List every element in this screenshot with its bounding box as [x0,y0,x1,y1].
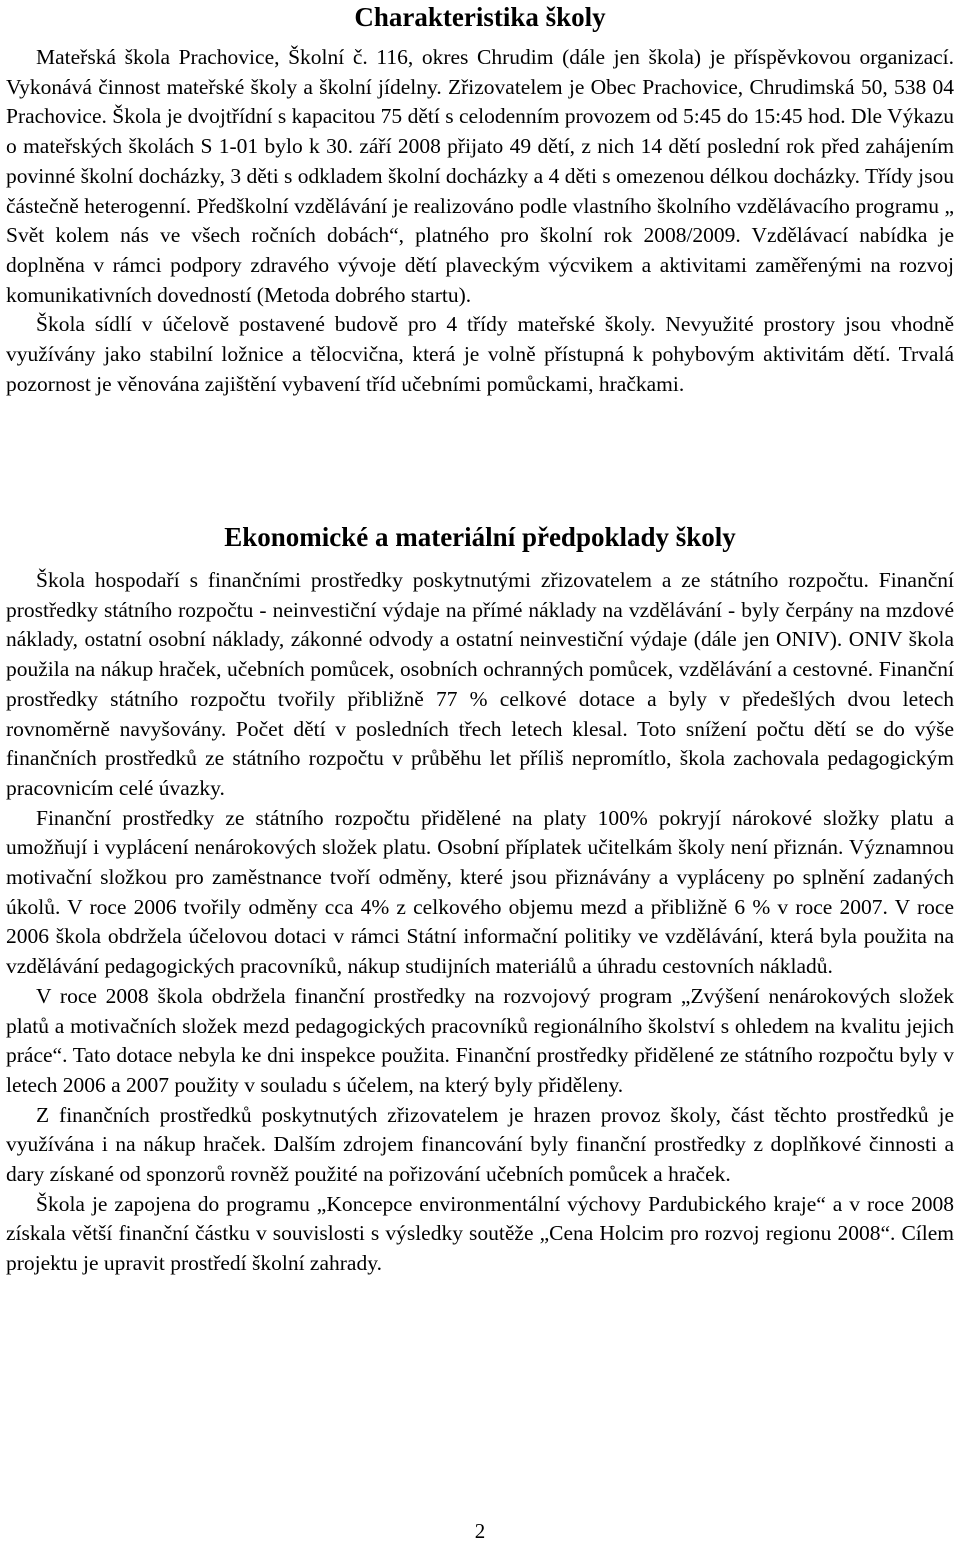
paragraph: Škola sídlí v účelově postavené budově pro 4 třídy mateřské školy. Nevyužité prostory jsou vhodně využívány jako stabilní ložnice a tělocvična, která je volně přístupná k pohybovým aktivitám dětí. Trvalá pozornost je věnována zajištění vybavení tříd učebními pomůckami, hračkami. [6,312,954,396]
paragraph: Z finančních prostředků poskytnutých zřizovatelem je hrazen provoz školy, část těchto prostředků je využívána i na nákup hraček. Dalším zdrojem financování byly finanční prostředky z doplňkové činnosti a dary získané od sponzorů rovněž použité na pořizování učebních pomůcek a hraček. [6,1102,954,1187]
paragraph: Škola je zapojena do programu „Koncepce environmentální výchovy Pardubického kraje“ a v roce 2008 získala větší finanční částku v souvislosti s výsledky soutěže „Cena Holcim pro rozvoj regionu 2008“. Cílem projektu je upravit prostředí školní zahrady. [6,1191,954,1276]
page-number: 2 [474,1519,486,1543]
section-economic-conditions [6,520,954,1279]
paragraph: Mateřská škola Prachovice, Školní č. 116, okres Chrudim (dále jen škola) je příspěvkovou organizací. Vykonává činnost mateřské školy a školní jídelny. Zřizovatelem je Obec Prachovice, Chrudimská 50, 538 04 Prachovice. Škola je dvojtřídní s kapacitou 75 dětí s celodenním provozem od 5:45 do 15:45 hod. Dle Výkazu o mateřských školách S 1-01 bylo k 30. září 2008 přijato 49 dětí, z nich 14 dětí poslední rok před zahájením povinné školní docházky, 3 děti s odkladem školní docházky a 4 děti s omezenou délkou docházky. Třídy jsou částečně heterogenní. Předškolní vzdělávání je realizováno podle vlastního školního vzdělávacího programu „ Svět kolem nás ve všech ročních dobách“, platného pro školní rok 2008/2009. Vzdělávací nabídka je doplněna v rámci podpory zdravého vývoje dětí plaveckým výcvikem a aktivitami zaměřenými na rozvoj komunikativních dovedností (Metoda dobrého startu). [6,45,954,307]
page-title: Charakteristika školy [354,2,606,32]
paragraph: V roce 2008 škola obdržela finanční prostředky na rozvojový program „Zvýšení nenárokových složek platů a motivačních složek mezd pedagogických pracovníků regionálního školství s ohledem na kvalitu jejich práce“. Tato dotace nebyla ke dni inspekce použita. Finanční prostředky přidělené ze státního rozpočtu byly v letech 2006 a 2007 použity v souladu s účelem, na který byly přiděleny. [6,983,954,1097]
section-heading: Ekonomické a materiální předpoklady školy [224,522,736,552]
paragraph: Finanční prostředky ze státního rozpočtu přidělené na platy 100% pokryjí nárokové složky platu a umožňují i vyplácení nenárokových složek platu. Osobní příplatek učitelkám školy není přiznán. Významnou motivační složkou pro zaměstnance tvoří odměny, které jsou přiznávány a vypláceny po splnění zadaných úkolů. V roce 2006 tvořily odměny cca 4% z celkového objemu mezd a přibližně 6 % v roce 2007. V roce 2006 škola obdržela účelovou dotaci v rámci Státní informační politiky ve vzdělávání, která byla použita na vzdělávání pedagogických pracovníků, nákup studijních materiálů a úhradu cestovních nákladů. [6,805,954,979]
paragraph: Škola hospodaří s finančními prostředky poskytnutými zřizovatelem a ze státního rozpočtu. Finanční prostředky státního rozpočtu - neinvestiční výdaje na přímé náklady na vzdělávání - byly čerpány na mzdové náklady, ostatní osobní náklady, zákonné odvody a ostatní neinvestiční výdaje (dále jen ONIV). ONIV škola použila na nákup hraček, učebních pomůcek, osobních ochranných pomůcek, vzdělávání a cestovné. Finanční prostředky státního rozpočtu tvořily přibližně 77 % celkové dotace a byly v předešlých dvou letech rovnoměrně navyšovány. Počet dětí v posledních třech letech klesal. Toto snížení počtu dětí se do výše finančních prostředků ze státního rozpočtu v průběhu let příliš nepromítlo, škola zachovala pedagogickým pracovnicím celé úvazky. [6,568,954,800]
section-school-characteristics [6,43,954,399]
